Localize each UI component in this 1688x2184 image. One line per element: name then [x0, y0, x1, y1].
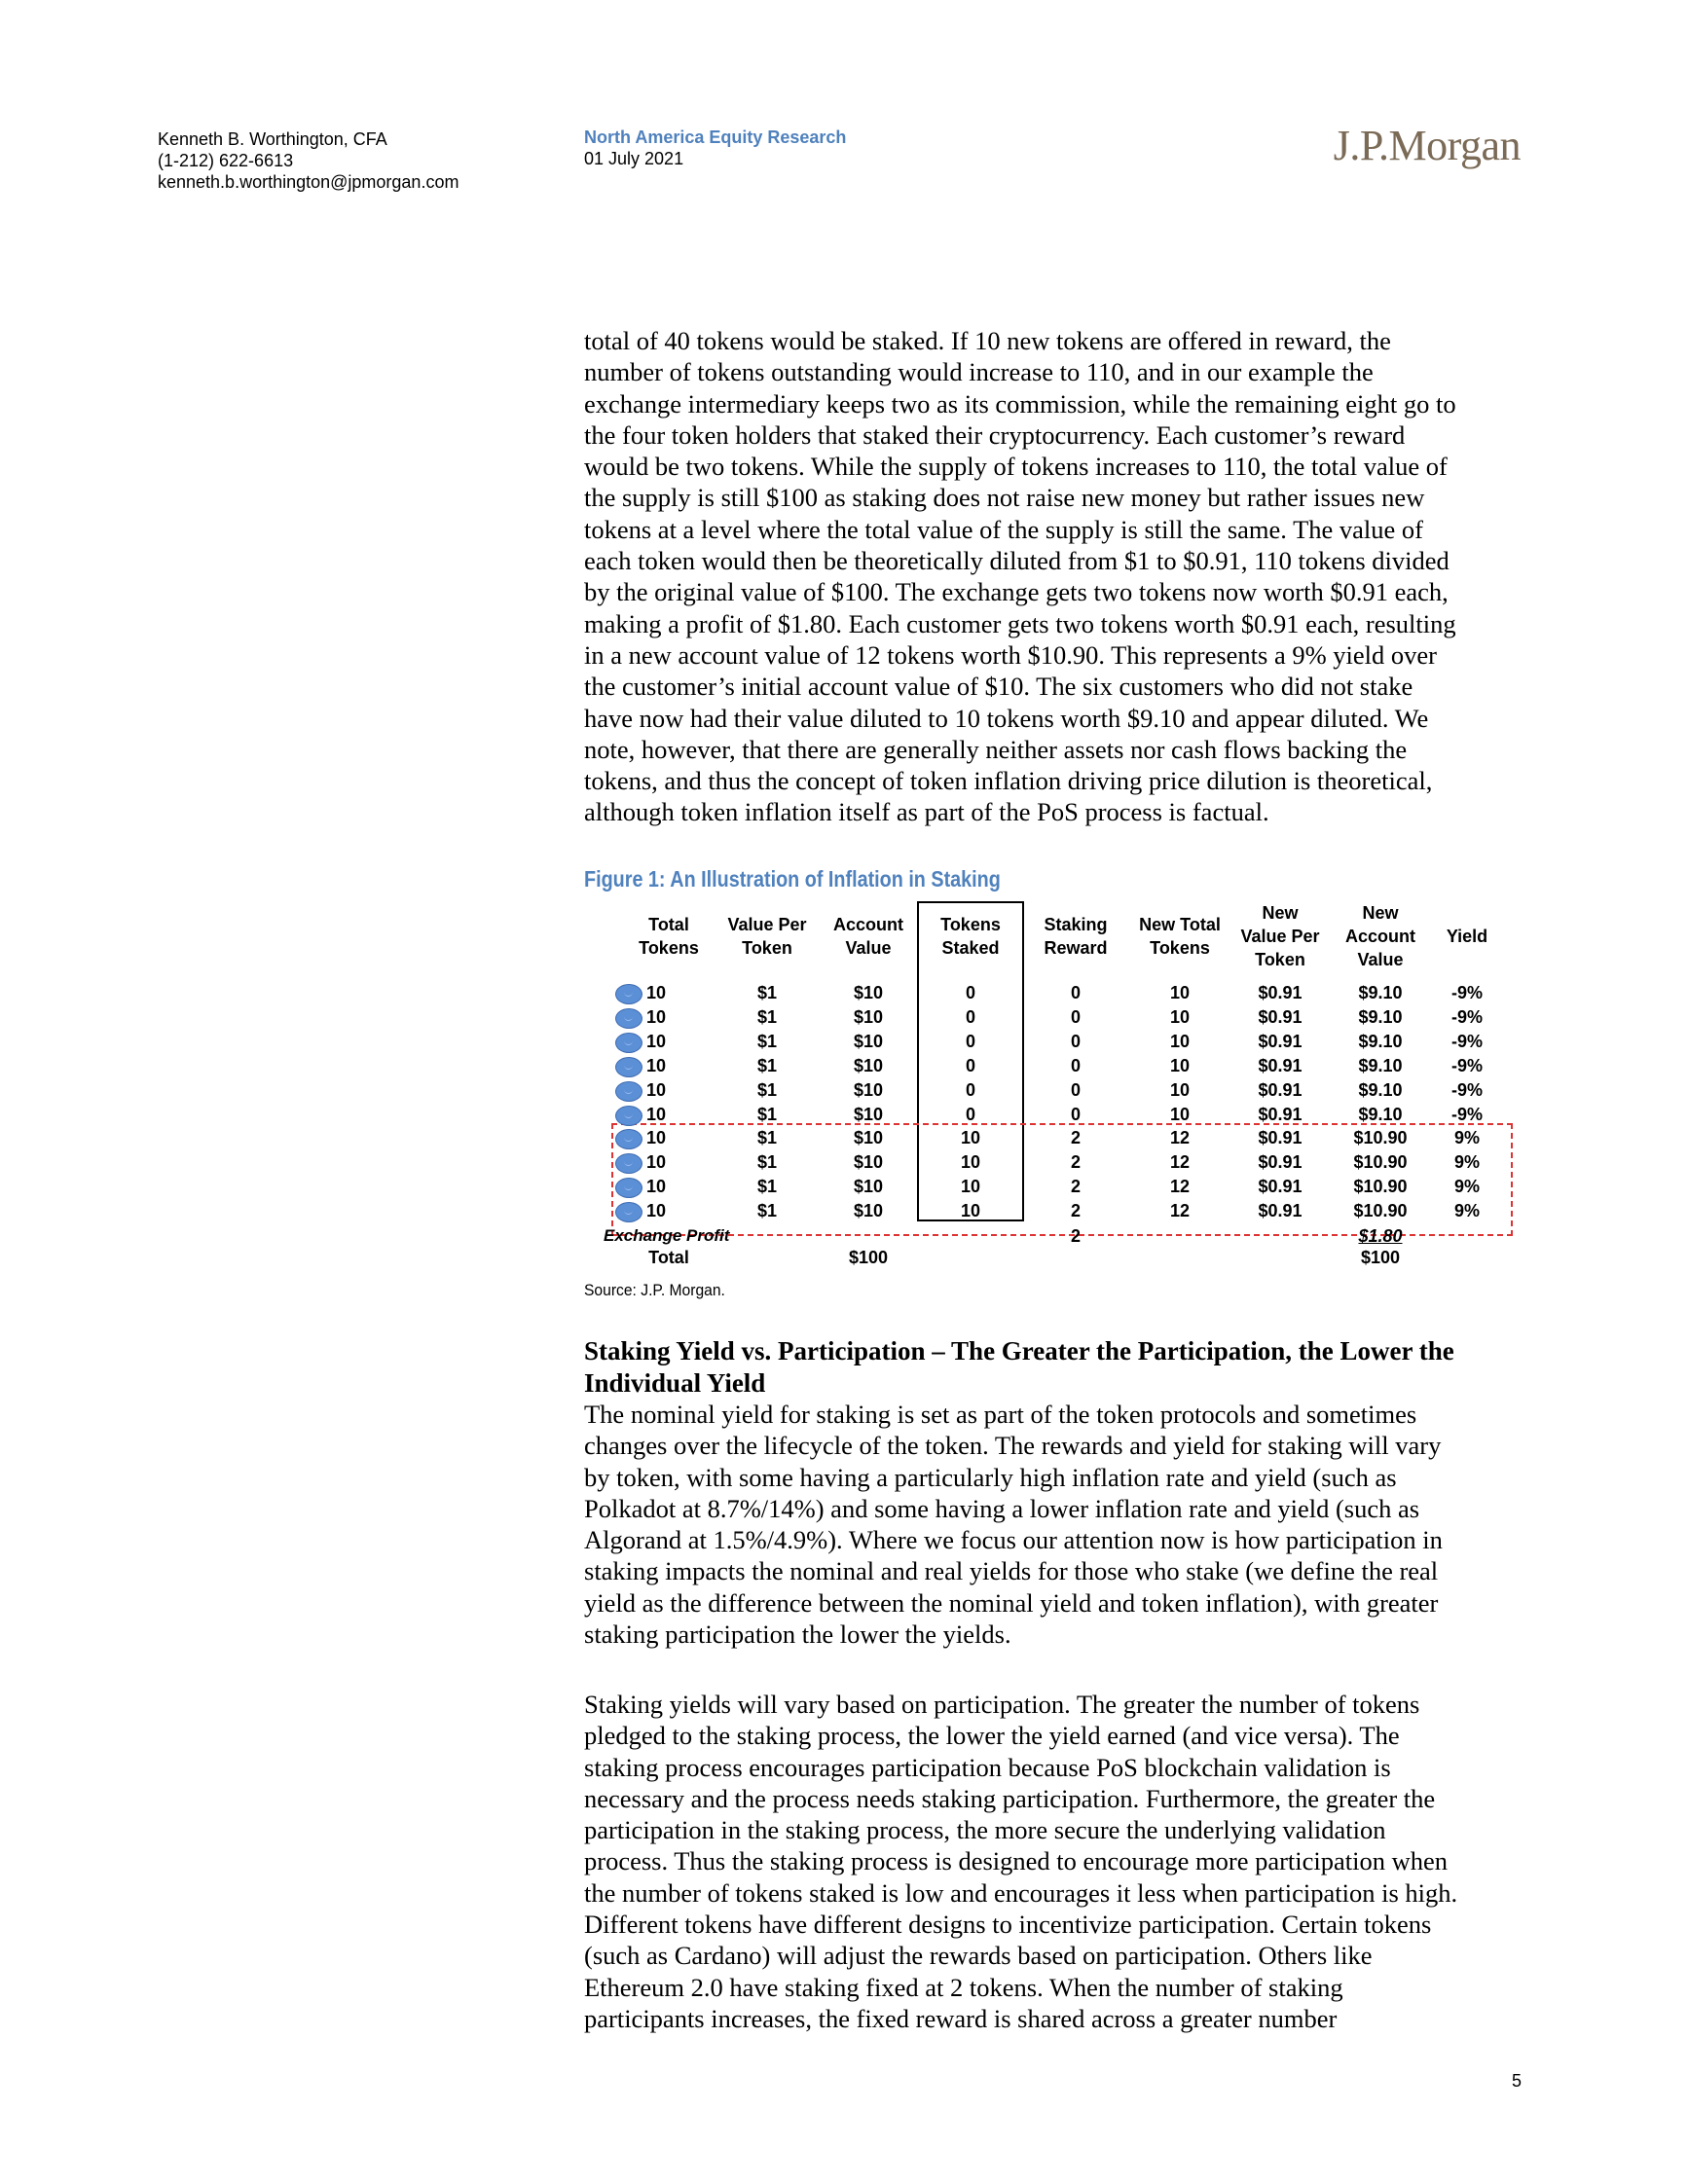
cell-staking-reward: 2 — [1070, 1177, 1081, 1197]
cell-new-value-per-token: $0.91 — [1258, 983, 1303, 1002]
cell-staking-reward: 0 — [1070, 1079, 1081, 1100]
cell-tokens-staked: 0 — [965, 1079, 975, 1100]
cell-yield: -9% — [1450, 983, 1483, 1002]
cell-account-value: $10 — [853, 1079, 884, 1100]
intro-line: tokens at a level where the total value of the supply is still the same. The value of — [584, 514, 1423, 544]
intro-line: the supply is still $100 as staking does not raise new money but rather issues new — [584, 483, 1425, 513]
cell-value-per-token: $1 — [756, 1201, 778, 1221]
intro-paragraph — [584, 325, 1519, 828]
token-holder-icon — [615, 1033, 642, 1053]
para2-line: yield as the difference between the nominal yield and token inflation), with greater — [584, 1587, 1439, 1618]
cell-tokens-staked: 0 — [965, 1006, 975, 1027]
cell-yield: -9% — [1450, 1104, 1483, 1124]
cell-yield: 9% — [1453, 1201, 1480, 1221]
intro-line: although token inflation itself as part of the PoS process is factual. — [584, 797, 1269, 827]
intro-line: note, however, that there are generally neither assets nor cash flows backing the — [584, 734, 1408, 764]
para3-line: Ethereum 2.0 have staking fixed at 2 tokens. When the number of staking — [584, 1972, 1343, 2002]
cell-staking-reward: 2 — [1070, 1152, 1081, 1173]
cell-staking-reward: 2 — [1070, 1128, 1081, 1148]
exchange-profit-label: Exchange Profit — [604, 1226, 730, 1245]
para3-line: staking process encourages participation because PoS blockchain validation is — [584, 1752, 1391, 1782]
col-header-total-tokens: Total Tokens — [639, 915, 699, 958]
cell-tokens-staked: 0 — [965, 1031, 975, 1051]
cell-new-account-value: $10.90 — [1353, 1201, 1408, 1221]
cell-new-total-tokens: 12 — [1169, 1128, 1191, 1148]
cell-account-value: $10 — [853, 1055, 884, 1075]
para2-line: Polkadot at 8.7%/14%) and some having a lower inflation rate and yield (such as — [584, 1493, 1420, 1523]
cell-new-value-per-token: $0.91 — [1258, 1201, 1303, 1221]
paragraph-participation — [584, 1689, 1519, 2034]
cell-account-value: $10 — [853, 1177, 884, 1197]
col-header-new-total-tokens: New Total Tokens — [1139, 915, 1221, 958]
col-header-tokens-staked: Tokens Staked — [940, 915, 1001, 958]
col-header-value-per-token: Value Per Token — [727, 915, 807, 958]
cell-value-per-token: $1 — [756, 1128, 778, 1148]
token-holder-icon — [615, 1057, 642, 1077]
cell-value-per-token: $1 — [756, 1006, 778, 1027]
author-name: Kenneth B. Worthington, CFA — [158, 129, 387, 149]
author-email[interactable]: kenneth.b.worthington@jpmorgan.com — [158, 172, 459, 192]
cell-value-per-token: $1 — [756, 1055, 778, 1075]
cell-new-value-per-token: $0.91 — [1258, 1128, 1303, 1148]
research-block — [584, 127, 846, 169]
para3-line: the number of tokens staked is low and encourages it less when participation is high. — [584, 1877, 1458, 1908]
cell-tokens-staked: 10 — [960, 1152, 981, 1173]
cell-account-value: $10 — [853, 1031, 884, 1051]
para2-line: by token, with some having a particularly high inflation rate and yield (such as — [584, 1462, 1397, 1492]
para3-line: participation in the staking process, the more secure the underlying validation — [584, 1815, 1386, 1845]
token-holder-icon — [615, 1008, 642, 1029]
para3-line: Different tokens have different designs to incentivize participation. Certain tokens — [584, 1910, 1432, 1940]
cell-total-tokens: 10 — [646, 1079, 667, 1100]
cell-new-account-value: $10.90 — [1353, 1177, 1408, 1197]
cell-yield: 9% — [1453, 1128, 1480, 1148]
cell-new-total-tokens: 10 — [1169, 1104, 1191, 1124]
cell-new-value-per-token: $0.91 — [1258, 1177, 1303, 1197]
para2-line: changes over the lifecycle of the token. The rewards and yield for staking will vary — [584, 1431, 1442, 1461]
cell-yield: 9% — [1453, 1177, 1480, 1197]
cell-yield: -9% — [1450, 1031, 1483, 1051]
cell-account-value: $10 — [853, 1128, 884, 1148]
cell-value-per-token: $1 — [756, 1104, 778, 1124]
cell-new-total-tokens: 12 — [1169, 1177, 1191, 1197]
cell-new-value-per-token: $0.91 — [1258, 1031, 1303, 1051]
report-date: 01 July 2021 — [584, 149, 684, 168]
cell-staking-reward: 0 — [1070, 1006, 1081, 1027]
para2-line: staking participation the lower the yields. — [584, 1620, 1011, 1650]
cell-account-value: $10 — [853, 1152, 884, 1173]
cell-new-account-value: $9.10 — [1358, 1104, 1403, 1124]
col-header-staking-reward: Staking Reward — [1044, 915, 1108, 958]
cell-total-tokens: 10 — [646, 1031, 667, 1051]
col-header-new-account-value: New Account Value — [1345, 903, 1415, 969]
research-unit: North America Equity Research — [584, 127, 847, 147]
cell-total-tokens: 10 — [646, 1006, 667, 1027]
col-header-yield: Yield — [1446, 927, 1488, 946]
col-header-new-value-per-token: New Value Per Token — [1240, 903, 1320, 969]
para2-line: The nominal yield for staking is set as part of the token protocols and sometimes — [584, 1400, 1417, 1429]
cell-tokens-staked: 0 — [965, 983, 975, 1002]
cell-total-tokens: 10 — [646, 1177, 667, 1197]
para2-line: staking impacts the nominal and real yields for those who stake (we define the real — [584, 1556, 1439, 1586]
cell-total-tokens: 10 — [646, 983, 667, 1002]
cell-staking-reward: 0 — [1070, 983, 1081, 1002]
intro-line: number of tokens outstanding would increase to 110, and in our example the — [584, 357, 1374, 387]
author-block — [158, 128, 459, 193]
col-header-account-value: Account Value — [833, 915, 903, 958]
intro-line: each token would then be theoretically diluted from $1 to $0.91, 110 tokens divided — [584, 546, 1449, 576]
exchange-profit-value: $1.80 — [1358, 1226, 1403, 1246]
cell-new-account-value: $9.10 — [1358, 1055, 1403, 1075]
token-holder-icon — [615, 984, 642, 1004]
cell-total-tokens: 10 — [646, 1055, 667, 1075]
cell-new-total-tokens: 10 — [1169, 983, 1191, 1002]
exchange-profit-reward: 2 — [1070, 1226, 1081, 1246]
cell-new-account-value: $10.90 — [1353, 1128, 1408, 1148]
cell-tokens-staked: 0 — [965, 1055, 975, 1075]
para3-line: Staking yields will vary based on participation. The greater the number of tokens — [584, 1690, 1420, 1719]
cell-yield: -9% — [1450, 1055, 1483, 1075]
cell-value-per-token: $1 — [756, 1031, 778, 1051]
cell-new-account-value: $9.10 — [1358, 1079, 1403, 1100]
cell-staking-reward: 2 — [1070, 1201, 1081, 1221]
cell-yield: -9% — [1450, 1006, 1483, 1027]
total-label: Total — [648, 1248, 689, 1267]
cell-new-value-per-token: $0.91 — [1258, 1006, 1303, 1027]
cell-value-per-token: $1 — [756, 1079, 778, 1100]
intro-line: the customer’s initial account value of $10. The six customers who did not stake — [584, 672, 1413, 702]
author-phone: (1-212) 622-6613 — [158, 151, 294, 170]
intro-line: have now had their value diluted to 10 tokens worth $9.10 and appear diluted. We — [584, 703, 1429, 733]
cell-new-total-tokens: 10 — [1169, 1031, 1191, 1051]
cell-total-tokens: 10 — [646, 1104, 667, 1124]
intro-line: exchange intermediary keeps two as its commission, while the remaining eight go to — [584, 388, 1456, 419]
cell-new-value-per-token: $0.91 — [1258, 1104, 1303, 1124]
cell-new-total-tokens: 12 — [1169, 1201, 1191, 1221]
cell-tokens-staked: 0 — [965, 1104, 975, 1124]
cell-total-tokens: 10 — [646, 1201, 667, 1221]
cell-yield: 9% — [1453, 1152, 1480, 1173]
para3-line: pledged to the staking process, the lower the yield earned (and vice versa). The — [584, 1721, 1400, 1751]
cell-new-total-tokens: 10 — [1169, 1079, 1191, 1100]
cell-value-per-token: $1 — [756, 1152, 778, 1173]
cell-staking-reward: 0 — [1070, 1104, 1081, 1124]
cell-staking-reward: 0 — [1070, 1031, 1081, 1051]
figure-source: Source: J.P. Morgan. — [584, 1281, 725, 1299]
intro-line: making a profit of $1.80. Each customer gets two tokens worth $0.91 each, resulting — [584, 608, 1456, 638]
token-holder-icon — [615, 1106, 642, 1126]
cell-total-tokens: 10 — [646, 1152, 667, 1173]
cell-account-value: $10 — [853, 983, 884, 1002]
cell-account-value: $10 — [853, 1104, 884, 1124]
para3-line: process. Thus the staking process is designed to encourage more participation when — [584, 1846, 1449, 1876]
cell-new-total-tokens: 10 — [1169, 1055, 1191, 1075]
staking-inflation-table — [604, 897, 1519, 1267]
para3-line: necessary and the process needs staking participation. Furthermore, the greater the — [584, 1783, 1436, 1813]
figure-title: Figure 1: An Illustration of Inflation in Staking — [584, 866, 1001, 892]
intro-line: total of 40 tokens would be staked. If 10 new tokens are offered in reward, the — [584, 326, 1391, 355]
section-title: Staking Yield vs. Participation – The Greater the Participation, the Lower the Individual Yield — [584, 1336, 1454, 1398]
paragraph-nominal-yield — [584, 1399, 1519, 1650]
cell-new-account-value: $9.10 — [1358, 1006, 1403, 1027]
intro-line: tokens, and thus the concept of token inflation driving price dilution is theoretical, — [584, 766, 1433, 796]
cell-new-value-per-token: $0.91 — [1258, 1152, 1303, 1173]
total-new-account-value: $100 — [1360, 1248, 1401, 1267]
jpmorgan-logo: J.P.Morgan — [1333, 122, 1521, 169]
cell-staking-reward: 0 — [1070, 1055, 1081, 1075]
token-holder-icon — [615, 1202, 642, 1222]
intro-line: the four token holders that staked their cryptocurrency. Each customer’s reward — [584, 419, 1406, 450]
cell-account-value: $10 — [853, 1201, 884, 1221]
cell-new-value-per-token: $0.91 — [1258, 1079, 1303, 1100]
cell-yield: -9% — [1450, 1079, 1483, 1100]
intro-line: would be two tokens. While the supply of tokens increases to 110, the total value of — [584, 452, 1448, 482]
cell-total-tokens: 10 — [646, 1128, 667, 1148]
cell-tokens-staked: 10 — [960, 1177, 981, 1197]
cell-tokens-staked: 10 — [960, 1201, 981, 1221]
token-holder-icon — [615, 1081, 642, 1102]
para2-line: Algorand at 1.5%/4.9%). Where we focus our attention now is how participation in — [584, 1525, 1443, 1555]
intro-line: in a new account value of 12 tokens worth $10.90. This represents a 9% yield over — [584, 639, 1437, 670]
cell-new-account-value: $10.90 — [1353, 1152, 1408, 1173]
cell-value-per-token: $1 — [756, 1177, 778, 1197]
para3-line: participants increases, the fixed reward is shared across a greater number — [584, 2003, 1338, 2033]
cell-new-value-per-token: $0.91 — [1258, 1055, 1303, 1075]
cell-value-per-token: $1 — [756, 983, 778, 1002]
cell-new-total-tokens: 12 — [1169, 1152, 1191, 1173]
cell-account-value: $10 — [853, 1006, 884, 1027]
cell-new-account-value: $9.10 — [1358, 1031, 1403, 1051]
total-account-value: $100 — [848, 1248, 889, 1267]
page-number: 5 — [1512, 2071, 1523, 2091]
cell-new-account-value: $9.10 — [1358, 983, 1403, 1002]
cell-tokens-staked: 10 — [960, 1128, 981, 1148]
para3-line: (such as Cardano) will adjust the rewards based on participation. Others like — [584, 1941, 1373, 1971]
intro-line: by the original value of $100. The exchange gets two tokens now worth $0.91 each, — [584, 577, 1449, 607]
cell-new-total-tokens: 10 — [1169, 1006, 1191, 1027]
